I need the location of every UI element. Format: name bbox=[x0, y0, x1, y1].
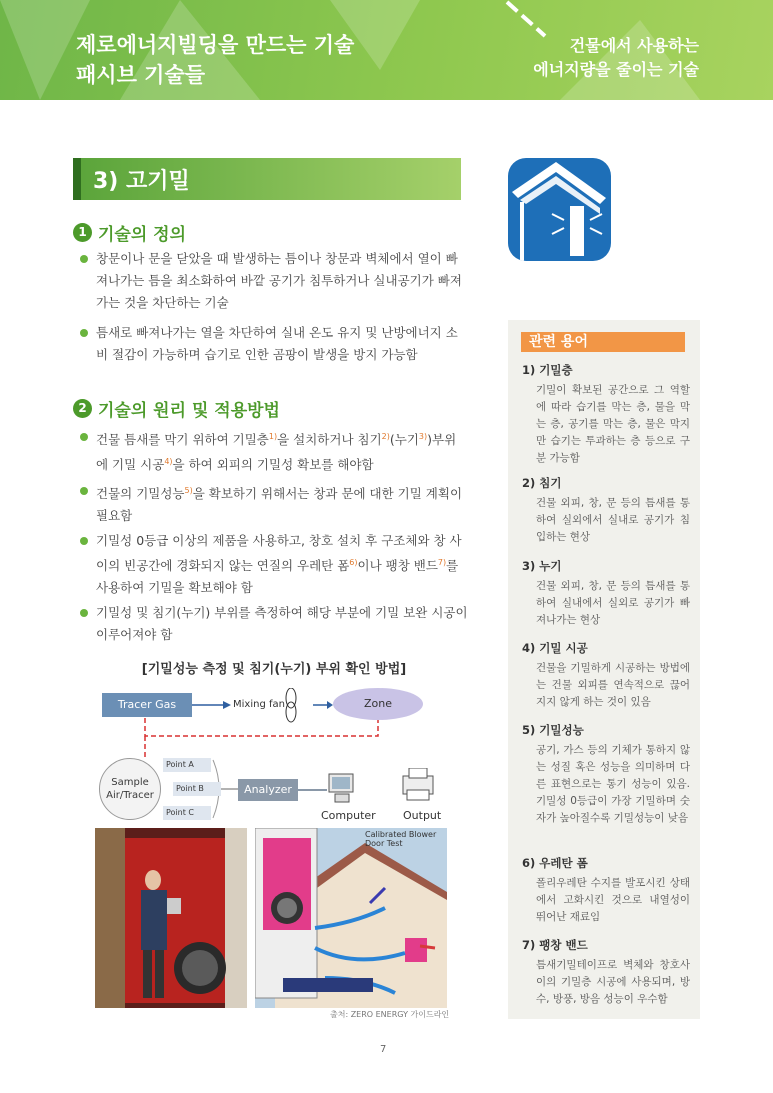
header-banner bbox=[0, 0, 773, 100]
glossary-term-desc: 기밀이 확보된 공간으로 그 역할에 따라 습기를 막는 층, 물을 막는 층, 공기를 막는 층, 물은 막지만 습기는 투과하는 층 등으로 구분 가능함 bbox=[536, 384, 690, 464]
principle-number: 2 bbox=[73, 399, 92, 418]
glossary-term-title: 6) 우레탄 폼 bbox=[522, 856, 588, 870]
mixing-fan-label: Mixing fan bbox=[233, 699, 285, 710]
footnote-ref: 3) bbox=[418, 432, 428, 441]
banner-subtitle bbox=[479, 34, 699, 82]
principle-bullet-3-text-b: 이나 팽창 밴드 bbox=[357, 558, 438, 574]
blower-door-photo-art bbox=[95, 828, 247, 1008]
glossary-term bbox=[522, 558, 690, 629]
glossary-term-desc: 틈새기밀테이프로 벽체와 창호사이의 기밀층 시공에 사용되며, 방수, 방풍, 방음 성능이 우수함 bbox=[536, 959, 690, 1005]
principle-bullet-3-text-a: 기밀성 0등급 이상의 제품을 사용하고, 창호 설치 후 구조체와 창 사이의 빈공간에 경화되지 않는 연질의 우레탄 폼 bbox=[96, 533, 462, 574]
bullet-dot bbox=[80, 255, 88, 263]
glossary-term bbox=[522, 640, 690, 711]
banner-sub-line2: 에너지량을 줄이는 기술 bbox=[533, 60, 699, 79]
footnote-ref: 4) bbox=[164, 457, 173, 467]
figure-caption: [기밀성능 측정 및 침기(누기) 부위 확인 방법] bbox=[141, 662, 407, 677]
glossary-term-title: 4) 기밀 시공 bbox=[522, 641, 588, 655]
bullet-dot bbox=[80, 537, 88, 545]
sample-line1: Sample bbox=[111, 777, 149, 788]
sample-air-circle bbox=[99, 758, 161, 820]
principle-heading bbox=[73, 396, 280, 421]
blower-door-photo bbox=[95, 828, 247, 1008]
point-a: Point A bbox=[163, 758, 211, 772]
output-label: Output bbox=[403, 809, 442, 822]
analyzer-box: Analyzer bbox=[238, 779, 298, 801]
banner-title bbox=[76, 30, 354, 90]
principle-bullet-2-text-a: 건물의 기밀성능 bbox=[96, 486, 185, 502]
definition-heading bbox=[73, 220, 186, 245]
bullet-dot bbox=[80, 609, 88, 617]
definition-number: 1 bbox=[73, 223, 92, 242]
footnote-ref: 5) bbox=[184, 486, 193, 495]
glossary-heading: 관련 용어 bbox=[521, 332, 685, 352]
bullet-dot bbox=[80, 329, 88, 337]
section-title-bar bbox=[73, 158, 461, 200]
section-title: 3) 고기밀 bbox=[93, 169, 190, 194]
glossary-term bbox=[522, 475, 690, 546]
principle-bullet-1-text-a: 건물 틈새를 막기 위하여 기밀층 bbox=[96, 432, 269, 448]
glossary-term-title: 3) 누기 bbox=[522, 559, 562, 573]
definition-heading-text: 기술의 정의 bbox=[98, 225, 187, 245]
tracer-gas-diagram bbox=[95, 688, 455, 823]
glossary-term-desc: 공기, 가스 등의 기체가 통하지 않는 성질 혹은 성능을 의미하며 다른 표현으로는 통기 성능이 있음. 기밀성 0등급이 가장 기밀하며 숫자가 높아질수록 기밀성능이 낮음 bbox=[536, 744, 690, 824]
bullet-dot bbox=[80, 433, 88, 441]
glossary-term bbox=[522, 722, 690, 827]
principle-bullet-1-text-c: (누기 bbox=[389, 432, 419, 448]
photo-title bbox=[365, 830, 436, 848]
airtight-building-icon bbox=[508, 158, 611, 261]
footnote-ref: 1) bbox=[268, 432, 278, 441]
footnote-ref: 7) bbox=[437, 558, 447, 567]
glossary-sidebar bbox=[508, 320, 700, 1019]
glossary-term-title: 7) 팽창 밴드 bbox=[522, 938, 588, 952]
house-air-leak-illustration bbox=[255, 828, 447, 1008]
glossary-term-title: 1) 기밀층 bbox=[522, 363, 573, 377]
definition-bullet-2 bbox=[78, 322, 468, 366]
definition-bullet-2-text: 틈새로 빠져나가는 열을 차단하여 실내 온도 유지 및 난방에너지 소비 절감이 가능하며 습기로 인한 곰팡이 발생을 방지 가능함 bbox=[96, 325, 458, 362]
computer-label: Computer bbox=[321, 809, 376, 822]
point-c: Point C bbox=[163, 806, 211, 820]
footnote-ref: 2) bbox=[381, 432, 390, 441]
principle-bullet-1-text-b: 을 설치하거나 침기 bbox=[277, 432, 382, 448]
tracer-gas-box: Tracer Gas bbox=[102, 693, 192, 717]
sample-line2: Air/Tracer bbox=[106, 790, 154, 801]
photo-title-line1: Calibrated Blower bbox=[365, 830, 437, 839]
airtight-icon bbox=[508, 158, 611, 261]
principle-bullet-3 bbox=[78, 530, 468, 599]
glossary-term-desc: 폴리우레탄 수지를 발포시킨 상태에서 고화시킨 것으로 내열성이 뛰어난 재료임 bbox=[536, 877, 690, 923]
glossary-term bbox=[522, 937, 690, 1008]
banner-title-line2: 패시브 기술들 bbox=[76, 63, 206, 87]
glossary-term-title: 5) 기밀성능 bbox=[522, 723, 584, 737]
glossary-term-desc: 건물 외피, 창, 문 등의 틈새를 통하여 실내에서 실외로 공기가 빠져나가는 현상 bbox=[536, 580, 690, 626]
principle-bullet-2 bbox=[78, 480, 468, 527]
glossary-term bbox=[522, 855, 690, 926]
principle-bullet-1-text-d: )부위에 기밀 시공 bbox=[96, 432, 457, 473]
footnote-ref: 6) bbox=[349, 558, 358, 567]
principle-bullet-3-text-c: 를 사용하여 기밀을 확보해야 함 bbox=[96, 558, 459, 596]
zone-ellipse: Zone bbox=[333, 688, 423, 720]
glossary-term bbox=[522, 362, 690, 467]
house-illustration-art bbox=[255, 828, 447, 1008]
bullet-dot bbox=[80, 487, 88, 495]
principle-bullet-1 bbox=[78, 426, 468, 476]
glossary-term-desc: 건물 외피, 창, 문 등의 틈새를 통하여 실외에서 실내로 공기가 침입하는 현상 bbox=[536, 497, 690, 543]
principle-bullet-2-text-b: 을 확보하기 위해서는 창과 문에 대한 기밀 계획이 필요함 bbox=[96, 486, 463, 524]
glossary-term-title: 2) 침기 bbox=[522, 476, 562, 490]
principle-bullet-4-text: 기밀성 및 침기(누기) 부위를 측정하여 해당 부분에 기밀 보완 시공이 이루어져야 함 bbox=[96, 605, 468, 642]
photo-title-line2: Door Test bbox=[365, 839, 403, 848]
principle-heading-text: 기술의 원리 및 적용방법 bbox=[98, 401, 280, 421]
banner-title-line1: 제로에너지빌딩을 만드는 기술 bbox=[76, 33, 355, 57]
computer-output-icons bbox=[327, 768, 447, 808]
banner-sub-line1: 건물에서 사용하는 bbox=[569, 36, 699, 55]
page-number: 7 bbox=[380, 1044, 387, 1055]
section-bar-accent bbox=[73, 158, 81, 200]
definition-bullet-1-text: 창문이나 문을 닫았을 때 발생하는 틈이나 창문과 벽체에서 열이 빠져나가는 틈을 최소화하여 바깥 공기가 침투하거나 실내공기가 빠져가는 것을 차단하는 기술 bbox=[96, 251, 462, 310]
point-b: Point B bbox=[173, 782, 221, 796]
definition-bullet-1 bbox=[78, 248, 468, 314]
glossary-term-desc: 건물을 기밀하게 시공하는 방법에는 건물 외피를 연속적으로 끊어지지 않게 하는 것이 있음 bbox=[536, 662, 690, 708]
principle-bullet-4 bbox=[78, 602, 468, 646]
principle-bullet-1-text-e: 을 하여 외피의 기밀성 확보를 해야함 bbox=[172, 457, 374, 473]
figure-source: 출처: ZERO ENERGY 가이드라인 bbox=[330, 1010, 450, 1019]
